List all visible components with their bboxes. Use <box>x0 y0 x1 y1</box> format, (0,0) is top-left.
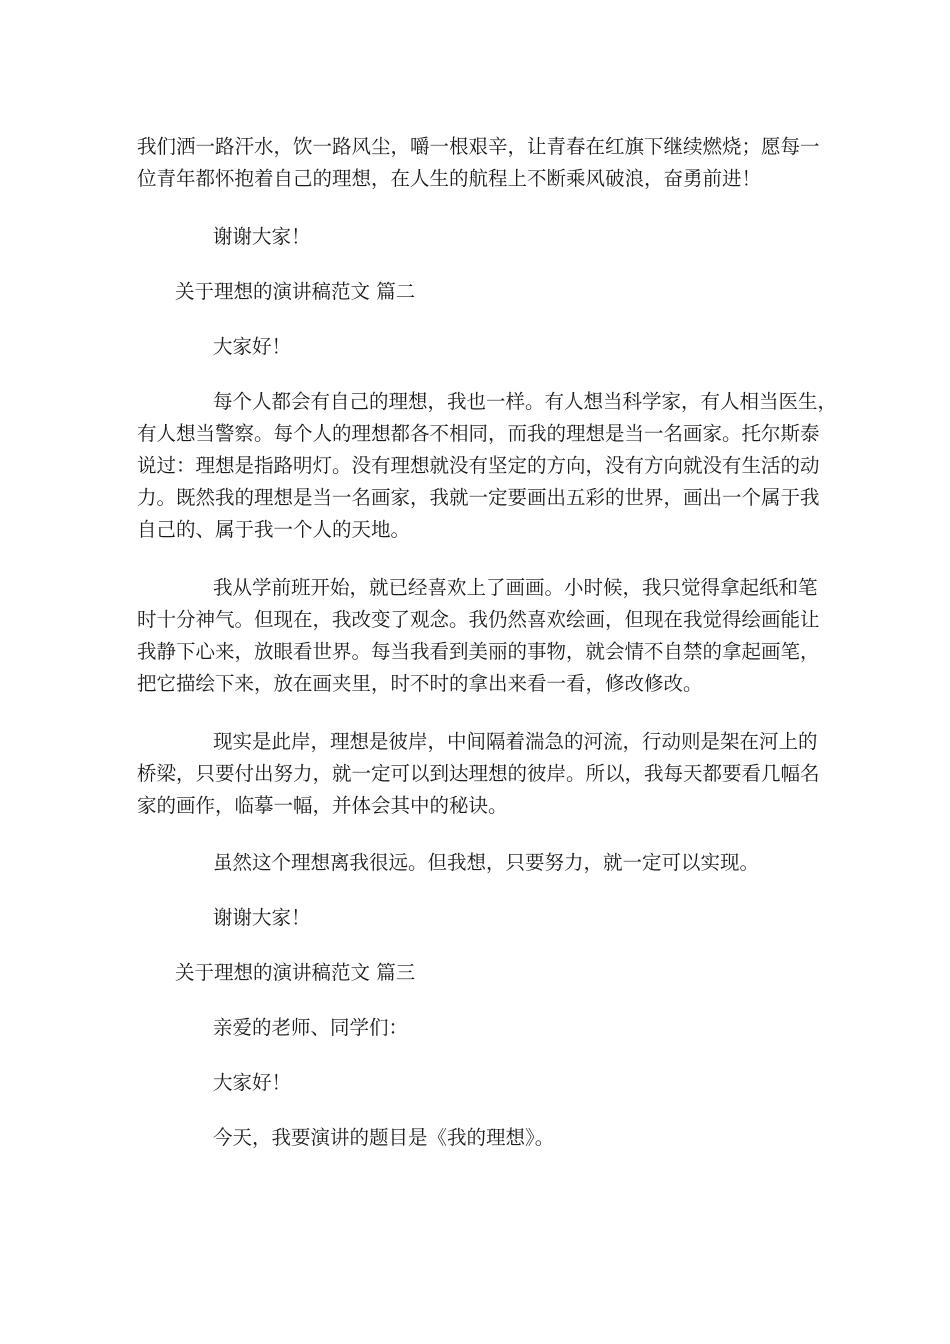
paragraph-2-3 <box>137 726 820 822</box>
paragraph-intro <box>137 131 820 195</box>
paragraph-line: 自己的、属于我一个人的天地。 <box>137 518 411 541</box>
thanks-line-2 <box>137 902 817 934</box>
thanks-text: 谢谢大家！ <box>213 225 311 248</box>
paragraph-line: 家的画作，临摹一幅，并体会其中的秘诀。 <box>137 794 508 817</box>
thanks-text: 谢谢大家！ <box>213 906 311 929</box>
paragraph-line: 今天，我要演讲的题目是《我的理想》。 <box>213 1126 555 1149</box>
greeting-text: 大家好！ <box>213 335 292 358</box>
paragraph-line: 我从学前班开始，就已经喜欢上了画画。小时候，我只觉得拿起纸和笔 <box>213 576 818 599</box>
salutation-3 <box>137 1012 817 1044</box>
section-heading-3: 关于理想的演讲稿范文 篇三 <box>175 961 416 984</box>
paragraph-2-1 <box>137 386 838 546</box>
greeting-text: 大家好！ <box>213 1071 292 1094</box>
paragraph-2-4 <box>137 847 817 879</box>
paragraph-line: 我们洒一路汗水，饮一路风尘，嚼一根艰辛，让青春在红旗下继续燃烧；愿每一 <box>137 135 820 158</box>
paragraph-line: 每个人都会有自己的理想，我也一样。有人想当科学家，有人相当医生， <box>213 390 838 413</box>
paragraph-line: 说过：理想是指路明灯。没有理想就没有坚定的方向，没有方向就没有生活的动 <box>137 454 820 477</box>
salutation-text: 亲爱的老师、同学们： <box>213 1016 409 1039</box>
greeting-2 <box>137 331 817 363</box>
paragraph-line: 位青年都怀抱着自己的理想，在人生的航程上不断乘风破浪，奋勇前进！ <box>137 167 762 190</box>
paragraph-line: 虽然这个理想离我很远。但我想，只要努力，就一定可以实现。 <box>213 851 760 874</box>
paragraph-3-1 <box>137 1122 817 1154</box>
paragraph-line: 现实是此岸，理想是彼岸，中间隔着湍急的河流，行动则是架在河上的 <box>213 730 818 753</box>
paragraph-line: 有人想当警察。每个人的理想都各不相同，而我的理想是当一名画家。托尔斯泰 <box>137 422 820 445</box>
paragraph-line: 我静下心来，放眼看世界。每当我看到美丽的事物，就会情不自禁的拿起画笔， <box>137 640 820 663</box>
thanks-line-1 <box>137 221 817 253</box>
greeting-3 <box>137 1067 817 1099</box>
paragraph-line: 桥梁，只要付出努力，就一定可以到达理想的彼岸。所以，我每天都要看几幅名 <box>137 762 820 785</box>
paragraph-line: 时十分神气。但现在，我改变了观念。我仍然喜欢绘画，但现在我觉得绘画能让 <box>137 608 820 631</box>
paragraph-line: 把它描绘下来，放在画夹里，时不时的拿出来看一看，修改修改。 <box>137 672 703 695</box>
section-heading-2: 关于理想的演讲稿范文 篇二 <box>175 280 416 303</box>
paragraph-line: 力。既然我的理想是当一名画家，我就一定要画出五彩的世界，画出一个属于我 <box>137 486 820 509</box>
paragraph-2-2 <box>137 572 820 700</box>
